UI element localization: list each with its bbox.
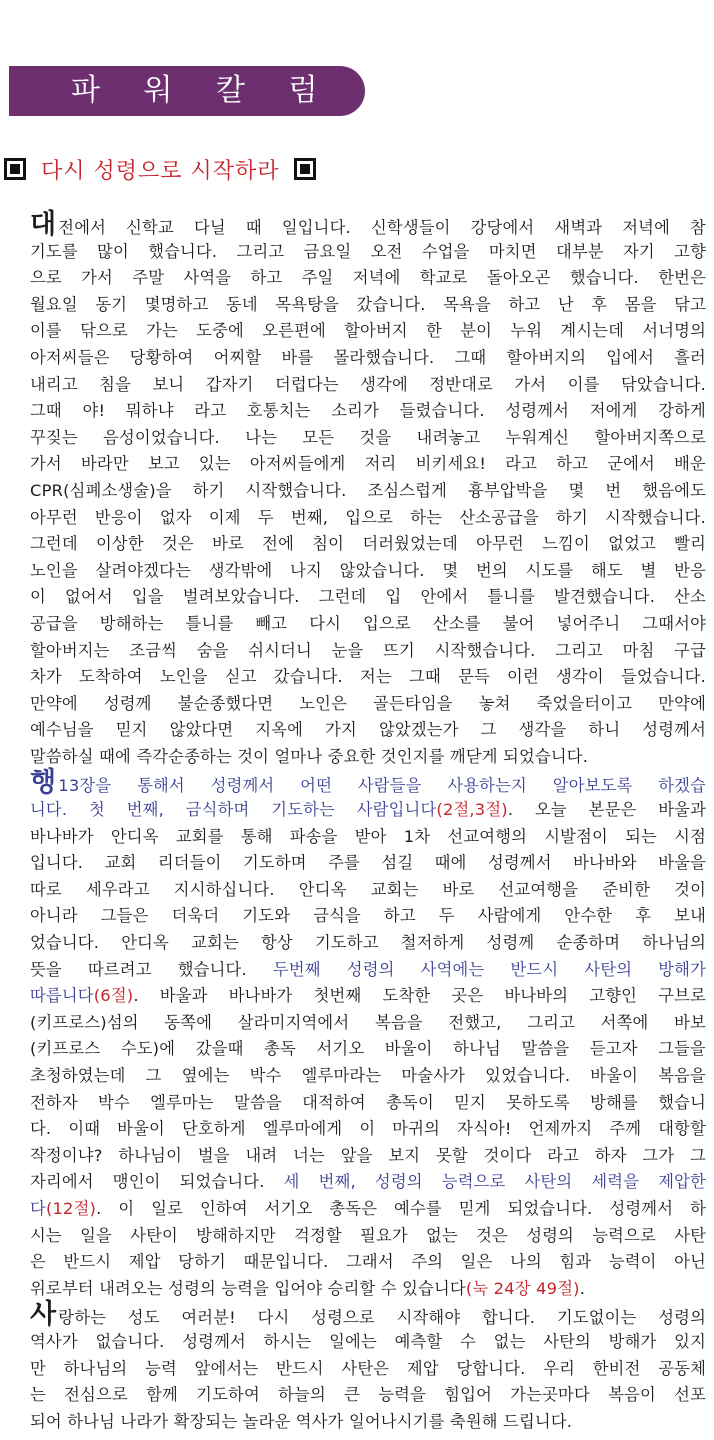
body-text: 아니라 그들은 더욱더 기도와 금식을 하고 두 사람에게 안수한 후 보내 — [30, 906, 706, 926]
article-line — [30, 744, 706, 771]
highlighted-text: 세 번째, 성령의 능력으로 사탄의 세력을 제압한 — [283, 1172, 706, 1192]
drop-cap: 사 — [30, 1299, 57, 1331]
body-text: 노인을 살려야겠다는 생각밖에 나지 않았습니다. 몇 번의 시도를 해도 별 반응 — [30, 560, 706, 580]
article-body — [30, 209, 706, 1435]
body-text: 차가 도착하여 노인을 싣고 갔습니다. 저는 그때 문득 이런 생각이 들었습니다. — [30, 667, 706, 687]
article-line — [30, 1409, 706, 1436]
article-line — [30, 767, 706, 799]
body-text: 이를 닦으로 가는 도중에 오른편에 할아버지 한 분이 누워 계시는데 서너명의 — [30, 321, 706, 341]
body-text: . 이 일로 인하여 서기오 총독은 예수를 믿게 되었습니다. 성령께서 하 — [96, 1198, 706, 1218]
body-text: CPR(심폐소생술)을 하기 시작했습니다. 조심스럽게 흉부압박을 몇 번 했음에도 — [30, 480, 706, 500]
body-text: 꾸짖는 음성이었습니다. 나는 모든 것을 내려놓고 누워계신 할아버지쪽으로 — [30, 427, 706, 447]
subtitle-text: 다시 성령으로 시작하라 — [41, 158, 280, 184]
article-line — [30, 957, 706, 984]
scripture-reference: (눅 24장 49절) — [465, 1278, 580, 1298]
body-text: 할아버지는 조금씩 숨을 쉬시더니 눈을 뜨기 시작했습니다. 그리고 마침 구급 — [30, 640, 706, 660]
article-line — [30, 1196, 706, 1223]
body-text: 작정이냐? 하나님이 벌을 내려 너는 앞을 보지 못할 것이다 라고 하자 그가 그 — [30, 1145, 706, 1165]
body-text: 이 없어서 입을 벌려보았습니다. 그런데 입 안에서 틀니를 발견했습니다. 산소 — [30, 587, 706, 607]
body-text: 시는 일을 사탄이 방해하지만 걱정할 필요가 없는 것은 성령의 능력으로 사탄 — [30, 1225, 706, 1245]
article-line — [30, 638, 706, 665]
highlighted-text: 따릅니다 — [30, 986, 94, 1006]
body-text: 그런데 이상한 것은 바로 전에 침이 더러웠었는데 아무런 느낌이 없었고 빨리 — [30, 534, 706, 554]
body-text: 입니다. 교회 리더들이 기도하며 주를 섬길 때에 성령께서 바나바와 바울을 — [30, 853, 706, 873]
body-text: 예수님을 믿지 않았다면 지옥에 가지 않았겠는가 그 생각을 하니 성령께서 — [30, 720, 706, 740]
article-line — [30, 691, 706, 718]
body-text: 아저씨들은 당황하여 어찌할 바를 몰라했습니다. 그때 할아버지의 입에서 흘러 — [30, 347, 706, 367]
scripture-reference: (2절,3절) — [436, 800, 508, 820]
article-line — [30, 983, 706, 1010]
highlighted-text: 두번째 성령의 사역에는 반드시 사탄의 방해가 — [272, 959, 706, 979]
body-text: 역사가 없습니다. 성령께서 하시는 일에는 예측할 수 없는 사탄의 방해가 있지 — [30, 1331, 706, 1351]
body-text: 은 반드시 제압 당하기 때문입니다. 그래서 주의 일은 나의 힘과 능력이 아닌 — [30, 1252, 706, 1272]
highlighted-text: 니다. 첫 번째, 금식하며 기도하는 사람입니다 — [30, 800, 437, 820]
article-line — [30, 850, 706, 877]
article-line — [30, 505, 706, 532]
body-text: 랑하는 성도 여러분! 다시 성령으로 시작해야 합니다. 기도없이는 성령의 — [58, 1308, 706, 1328]
article-line — [30, 372, 706, 399]
drop-cap: 행 — [30, 767, 57, 799]
article-line — [30, 1036, 706, 1063]
article-line — [30, 478, 706, 505]
article-line — [30, 1143, 706, 1170]
body-text: 내리고 침을 보니 갑자기 더럽다는 생각에 정반대로 가서 이를 닦았습니다. — [30, 374, 706, 394]
article-line — [30, 1299, 706, 1331]
body-text: 공급을 방해하는 틀니를 빼고 다시 입으로 산소를 불어 넣어주니 그때서야 — [30, 613, 706, 633]
scripture-reference: (6절) — [93, 986, 134, 1006]
article-line — [30, 558, 706, 585]
body-text: 바나바가 안디옥 교회를 통해 파송을 받아 1차 선교여행의 시발점이 되는 시점 — [30, 826, 706, 846]
article-line — [30, 1329, 706, 1356]
body-text: 뜻을 따르려고 했습니다. — [30, 959, 273, 979]
body-text: 가서 바라만 보고 있는 아저씨들에게 저리 비키세요! 라고 하고 군에서 배운 — [30, 454, 706, 474]
article-line — [30, 824, 706, 851]
article-line — [30, 1063, 706, 1090]
body-text: 되어 하나님 나라가 확장되는 놀라운 역사가 일어나시기를 축원해 드립니다. — [30, 1411, 573, 1431]
article-line — [30, 318, 706, 345]
body-text: 초청하였는데 그 옆에는 박수 엘루마라는 마술사가 있었습니다. 바울이 복음을 — [30, 1066, 706, 1085]
body-text: 다. 이때 바울이 단호하게 엘루마에게 이 마귀의 자식아! 언제까지 주께 대항할 — [30, 1119, 706, 1139]
article-line — [30, 292, 706, 319]
body-text: 는 전심으로 함께 기도하여 하늘의 큰 능력을 힘입어 가는곳마다 복음이 선포 — [30, 1385, 706, 1405]
article-line — [30, 239, 706, 266]
highlighted-text: 13장을 통해서 성령께서 어떤 사람들을 사용하는지 알아보도록 하겠습 — [58, 776, 706, 796]
article-line — [30, 1356, 706, 1383]
article-subtitle — [4, 152, 316, 186]
article-line — [30, 903, 706, 930]
highlighted-text: 다 — [30, 1198, 46, 1218]
body-text: (키프로스)섬의 동쪽에 살라미지역에서 복음을 전했고, 그리고 서쪽에 바보 — [30, 1012, 706, 1032]
body-text: 전에서 신학교 다닐 때 일입니다. 신학생들이 강당에서 새벽과 저녁에 참 — [58, 218, 706, 237]
body-text: 그때 야! 뭐하냐 라고 호통치는 소리가 들렸습니다. 성령께서 저에게 강하게 — [30, 401, 706, 421]
body-text: 말씀하실 때에 즉각순종하는 것이 얼마나 중요한 것인지를 깨닫게 되었습니다. — [30, 746, 589, 766]
article-line — [30, 265, 706, 292]
body-text: 만약에 성령께 불순종했다면 노인은 골든타임을 놓쳐 죽었을터이고 만약에 — [30, 693, 706, 713]
article-line — [30, 451, 706, 478]
article-line — [30, 877, 706, 904]
article-line — [30, 611, 706, 638]
article-line — [30, 345, 706, 372]
article-line — [30, 584, 706, 611]
body-text: 위로부터 내려오는 성령의 능력을 입어야 승리할 수 있습니다 — [30, 1278, 466, 1298]
article-line — [30, 930, 706, 957]
body-text: . 오늘 본문은 바울과 — [507, 800, 706, 820]
article-line — [30, 398, 706, 425]
square-bullet-icon — [4, 158, 26, 180]
article-line — [30, 1249, 706, 1276]
body-text: . — [579, 1278, 586, 1298]
body-text: 전하자 박수 엘루마는 말씀을 대적하여 총독이 믿지 못하도록 방해를 했습니 — [30, 1092, 706, 1112]
body-text: . 바울과 바나바가 첫번째 도착한 곳은 바나바의 고향인 구브로 — [133, 986, 706, 1006]
article-line — [30, 209, 706, 240]
body-text: 었습니다. 안디옥 교회는 항상 기도하고 철저하게 성령께 순종하며 하나님의 — [30, 933, 706, 953]
article-line — [30, 425, 706, 452]
article-line — [30, 797, 706, 824]
body-text: 아무런 반응이 없자 이제 두 번째, 입으로 하는 산소공급을 하기 시작했습니다. — [30, 507, 706, 527]
banner-title: 파 워 칼 럼 — [71, 73, 335, 108]
article-line — [30, 664, 706, 691]
body-text: 자리에서 맹인이 되었습니다. — [30, 1172, 284, 1192]
article-line — [30, 1276, 706, 1303]
article-line — [30, 1010, 706, 1037]
column-banner — [9, 66, 365, 116]
square-bullet-icon — [294, 158, 316, 180]
article-line — [30, 531, 706, 558]
article-line — [30, 1382, 706, 1409]
body-text: 기도를 많이 했습니다. 그리고 금요일 오전 수업을 마치면 대부분 자기 고향 — [30, 241, 706, 261]
body-text: 따로 세우라고 지시하십니다. 안디옥 교회는 바로 선교여행을 준비한 것이 — [30, 879, 706, 899]
body-text: 으로 가서 주말 사역을 하고 주일 저녁에 학교로 돌아오곤 했습니다. 한번은 — [30, 268, 706, 288]
article-line — [30, 1116, 706, 1143]
article-line — [30, 1223, 706, 1250]
drop-cap: 대 — [30, 209, 57, 240]
body-text: 만 하나님의 능력 앞에서는 반드시 사탄은 제압 당합니다. 우리 한비전 공동체 — [30, 1358, 706, 1378]
article-line — [30, 717, 706, 744]
article-line — [30, 1169, 706, 1196]
body-text: 월요일 동기 몇명하고 동네 목욕탕을 갔습니다. 목욕을 하고 난 후 몸을 닦고 — [30, 294, 706, 314]
scripture-reference: (12절) — [45, 1198, 97, 1218]
body-text: (키프로스 수도)에 갔을때 총독 서기오 바울이 하나님 말씀을 듣고자 그들을 — [30, 1039, 706, 1059]
article-line — [30, 1090, 706, 1117]
